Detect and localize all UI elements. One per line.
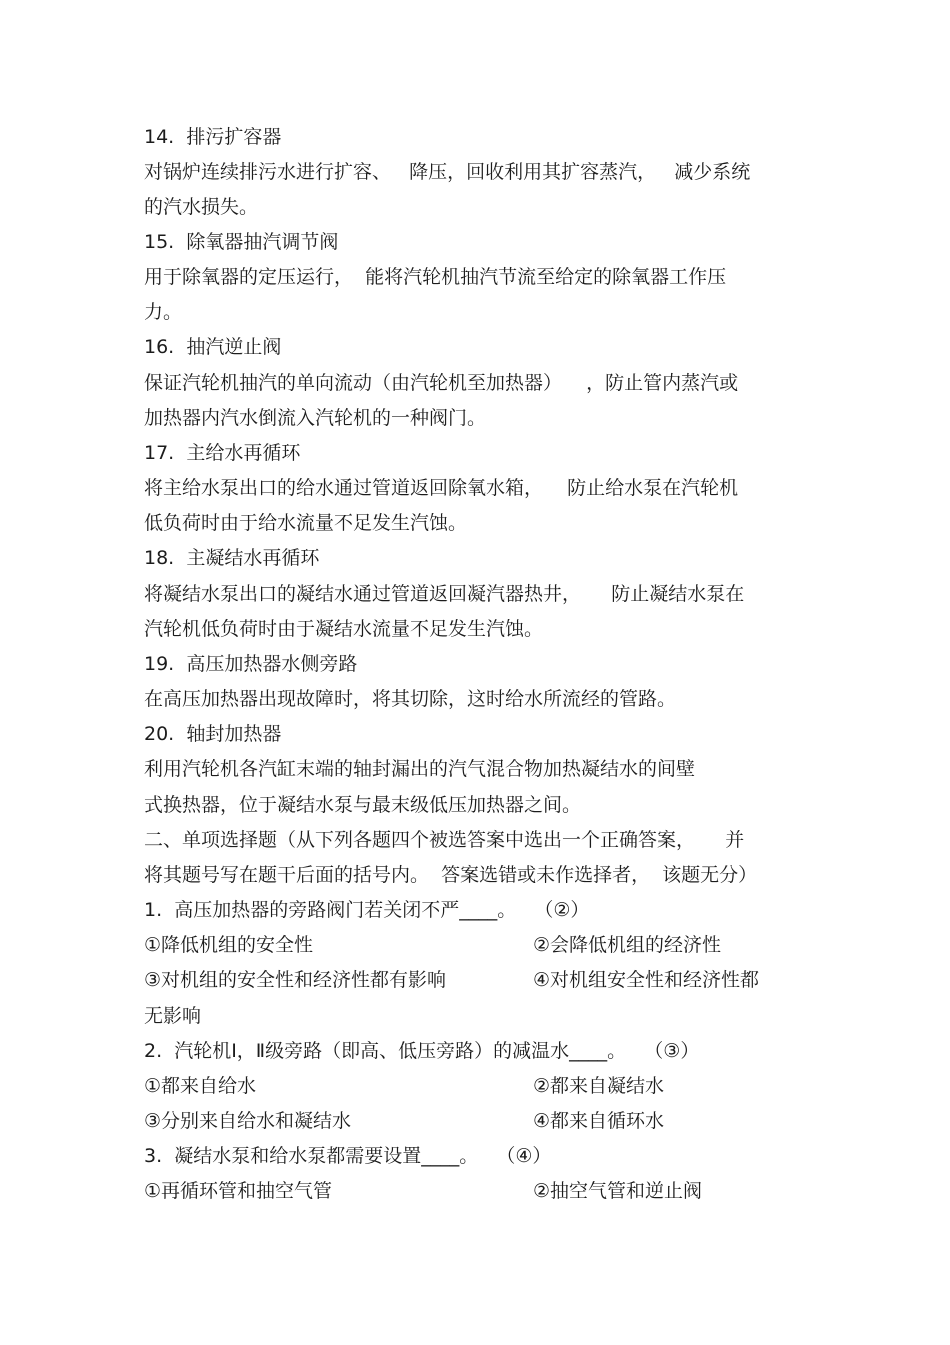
answer-option: ④对机组安全性和经济性都 [533, 969, 760, 991]
term-definition: 利用汽轮机各汽缸末端的轴封漏出的汽气混合物加热凝结水的间壁 [144, 758, 696, 780]
question-stem: 1. 高压加热器的旁路阀门若关闭不严____。 （②） [144, 899, 590, 921]
term-heading: 20. 轴封加热器 [144, 723, 282, 745]
section-heading: 将其题号写在题干后面的括号内。 答案选错或未作选择者， 该题无分） [144, 864, 758, 886]
term-definition: 保证汽轮机抽汽的单向流动（由汽轮机至加热器） ，防止管内蒸汽或 [144, 372, 739, 394]
question-stem: 3. 凝结水泵和给水泵都需要设置____。 （④） [144, 1145, 552, 1167]
term-definition: 汽轮机低负荷时由于凝结水流量不足发生汽蚀。 [144, 618, 544, 640]
term-definition: 力。 [144, 301, 183, 323]
term-heading: 19. 高压加热器水侧旁路 [144, 653, 358, 675]
term-heading: 14. 排污扩容器 [144, 126, 282, 148]
answer-option: ①降低机组的安全性 [144, 934, 314, 956]
term-heading: 15. 除氧器抽汽调节阀 [144, 231, 339, 253]
section-heading: 二、单项选择题（从下列各题四个被选答案中选出一个正确答案， 并 [144, 829, 745, 851]
answer-option: ③对机组的安全性和经济性都有影响 [144, 969, 447, 991]
answer-option: ②会降低机组的经济性 [533, 934, 722, 956]
term-heading: 16. 抽汽逆止阀 [144, 336, 282, 358]
term-heading: 18. 主凝结水再循环 [144, 547, 320, 569]
term-definition: 将凝结水泵出口的凝结水通过管道返回凝汽器热井， 防止凝结水泵在 [144, 583, 745, 605]
answer-option-continued: 无影响 [144, 1005, 202, 1027]
answer-option: ②抽空气管和逆止阀 [533, 1180, 703, 1202]
term-definition: 用于除氧器的定压运行， 能将汽轮机抽汽节流至给定的除氧器工作压 [144, 266, 727, 288]
question-stem: 2. 汽轮机Ⅰ，Ⅱ级旁路（即高、低压旁路）的减温水____。 （③） [144, 1040, 700, 1062]
answer-option: ①都来自给水 [144, 1075, 257, 1097]
term-definition: 的汽水损失。 [144, 196, 259, 218]
term-definition: 低负荷时由于给水流量不足发生汽蚀。 [144, 512, 468, 534]
term-definition: 在高压加热器出现故障时，将其切除，这时给水所流经的管路。 [144, 688, 677, 710]
answer-option: ①再循环管和抽空气管 [144, 1180, 333, 1202]
term-heading: 17. 主给水再循环 [144, 442, 301, 464]
term-definition: 加热器内汽水倒流入汽轮机的一种阀门。 [144, 407, 487, 429]
answer-option: ④都来自循环水 [533, 1110, 665, 1132]
term-definition: 对锅炉连续排污水进行扩容、 降压，回收利用其扩容蒸汽， 减少系统 [144, 161, 751, 183]
answer-option: ②都来自凝结水 [533, 1075, 665, 1097]
term-definition: 式换热器，位于凝结水泵与最末级低压加热器之间。 [144, 794, 582, 816]
answer-option: ③分别来自给水和凝结水 [144, 1110, 352, 1132]
term-definition: 将主给水泵出口的给水通过管道返回除氧水箱， 防止给水泵在汽轮机 [144, 477, 739, 499]
